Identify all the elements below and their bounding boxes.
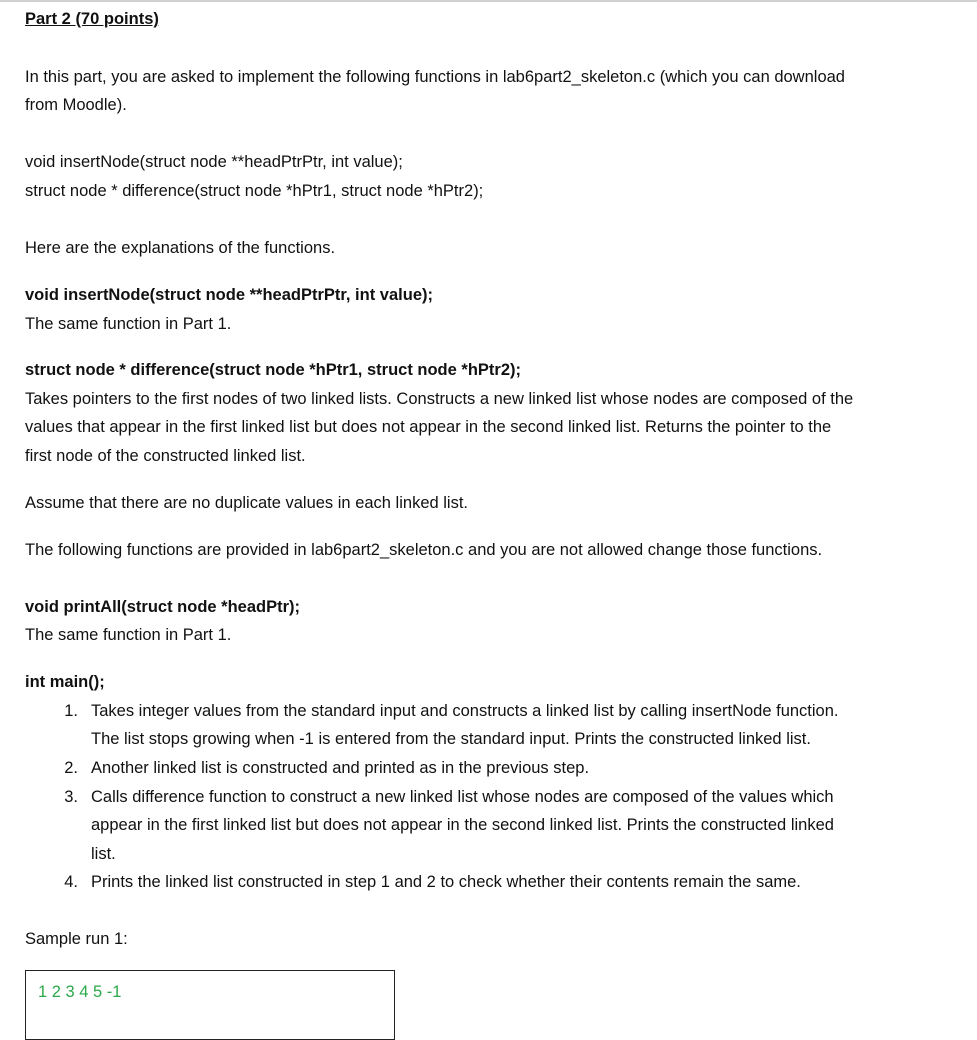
sample-run-console [25,970,395,1040]
assumption-note: Assume that there are no duplicate values in each linked list. [25,494,469,512]
step-1-line-2: The list stops growing when -1 is entered from the standard input. Prints the constructed linked list. [91,730,811,748]
sample-run-label: Sample run 1: [25,930,128,948]
insert-heading: void insertNode(struct node **headPtrPtr, int value); [25,286,433,304]
step-2-line-1: Another linked list is constructed and printed as in the previous step. [91,759,590,777]
intro-line-1: In this part, you are asked to implement the following functions in lab6part2_skeleton.c (which you can download [25,68,845,86]
difference-desc-line-3: first node of the constructed linked list. [25,447,306,465]
sample-input-text: 1 2 3 4 5 -1 [38,983,122,1001]
difference-heading: struct node * difference(struct node *hPtr1, struct node *hPtr2); [25,361,521,379]
step-number: 2. [64,759,78,777]
step-number: 1. [64,702,78,720]
explanations-intro: Here are the explanations of the functions. [25,239,336,257]
step-3-line-1: Calls difference function to construct a new linked list whose nodes are composed of the values which [91,788,834,806]
difference-desc-line-2: values that appear in the first linked list but does not appear in the second linked list. Returns the pointer to the [25,418,832,436]
top-divider [0,0,977,2]
printall-heading: void printAll(struct node *headPtr); [25,598,301,616]
printall-description: The same function in Part 1. [25,626,232,644]
step-number: 3. [64,788,78,806]
step-4-line-1: Prints the linked list constructed in step 1 and 2 to check whether their contents remain the same. [91,873,801,891]
section-title: Part 2 (70 points) [25,10,159,28]
intro-line-2: from Moodle). [25,96,127,114]
step-number: 4. [64,873,78,891]
step-3-line-2: appear in the first linked list but does not appear in the second linked list. Prints the constructed linked [91,816,834,834]
prototype-insert: void insertNode(struct node **headPtrPtr, int value); [25,153,403,171]
main-heading: int main(); [25,673,105,691]
step-1-line-1: Takes integer values from the standard input and constructs a linked list by calling insertNode function. [91,702,839,720]
difference-desc-line-1: Takes pointers to the first nodes of two linked lists. Constructs a new linked list whose nodes are composed of the [25,390,854,408]
provided-functions-note: The following functions are provided in lab6part2_skeleton.c and you are not allowed change those functions. [25,541,823,559]
step-3-line-3: list. [91,845,116,863]
prototype-difference: struct node * difference(struct node *hPtr1, struct node *hPtr2); [25,182,484,200]
insert-description: The same function in Part 1. [25,315,232,333]
